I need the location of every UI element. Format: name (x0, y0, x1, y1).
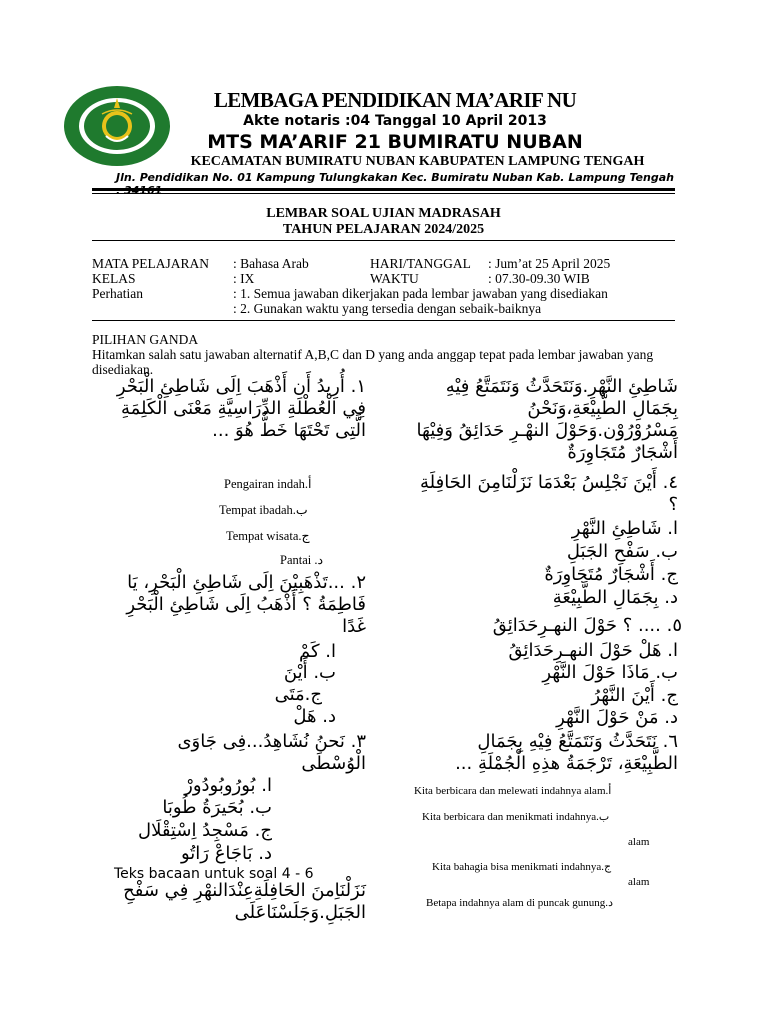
q5-option-d: د. مَنْ حَوْلَ النَّهْرِ (556, 707, 678, 728)
q3-option-d: د. بَاجَاعْ رَاتُو (180, 843, 272, 864)
question-5: ٥. .... ؟ حَوْلَ النهـرِحَدَائِقُ (492, 615, 682, 636)
kelas-value: : IX (233, 271, 255, 286)
kelas-label: KELAS (92, 271, 136, 286)
school-logo (62, 84, 172, 168)
perhatian-1: : 1. Semua jawaban dikerjakan pada lembar jawaban yang disediakan (233, 286, 608, 301)
header-rule-thin (92, 193, 675, 194)
sheet-title-line2: TAHUN PELAJARAN 2024/2025 (282, 222, 485, 237)
school-name: MTS MA’ARIF 21 BUMIRATU NUBAN (207, 131, 583, 153)
q2-option-d: د. هَلْ (293, 706, 336, 727)
question-2: ٢. ...تَذْهَبِيْنَ اِلَى شَاطِئِ الْبَحْرِ، يَا فَاطِمَةُ ؟ أَذْهَبُ اِلَى شَاطِئِ الْبَحْرِ غَدًا (126, 572, 366, 637)
info-rule (92, 320, 675, 321)
q1-option-b: Tempat ibadah.ب (219, 503, 308, 517)
address-line: Jln. Pendidikan No. 01 Kampung Tulungkakan Kec. Bumiratu Nuban Kab. Lampung Tengah (116, 171, 674, 184)
question-3: ٣. نَحنُ نُشَاهِدُ...فِى جَاوَى الْوُسْطَى (177, 731, 366, 774)
perhatian-label: Perhatian (92, 286, 143, 301)
waktu-value: : 07.30-09.30 WIB (488, 271, 590, 286)
akte-notaris: Akte notaris :04 Tanggal 10 April 2013 (243, 113, 547, 129)
q4-option-c: ج. أَشْجَارٌ مُتَجَاوِرَةٌ (544, 564, 678, 585)
question-4: ٤. أَيْنَ نَجْلِسُ بَعْدَمَا نَزَلْنَامِنَ الحَافِلَةِ ؟ (419, 472, 678, 515)
q6-option-a: Kita berbicara dan melewati indahnya alam.أ (414, 785, 612, 797)
q1-option-a: Pengairan indah.أ (224, 477, 312, 491)
q6-option-c-cont: alam (628, 876, 650, 888)
hari-label: HARI/TANGGAL (370, 256, 471, 271)
title-rule (92, 240, 675, 241)
perhatian-2: : 2. Gunakan waktu yang tersedia dengan sebaik-baiknya (233, 301, 542, 316)
q4-option-d: د. بِجَمَالِ الطَّبِيْعَةِ (552, 587, 678, 608)
q3-option-c: ج. مَسْجِدُ اِسْتِقْلَال (138, 820, 272, 841)
q4-option-b: ب. سَفْحِ الجَبَلِ (566, 541, 678, 562)
q1-option-c: Tempat wisata.ج (226, 529, 310, 543)
question-1: ١. أُرِيدُ أَن أَذْهَبَ اِلَى شَاطِئِ الْبَحْرِ فِي الْعُطْلَةِ الدِّرَاسِيَّةِ مَعْنَى الْكَلِمَةِ الَّتِى تَحْتَهَا خَطٌّ هُوَ ... (116, 376, 366, 441)
q6-option-c: Kita bahagia bisa menikmati indahnya.ج (432, 861, 612, 873)
q5-option-a: ا. هَلْ حَوْلَ النهـرِحَدَائِقُ (508, 640, 678, 661)
q4-option-a: ا. شَاطِئِ النَّهْرِ (571, 518, 678, 539)
reading-text-continued: شَاطِئِ النَّهْرِ.وَنَتَحَدَّثُ وَنَتَمَتَّعُ فِيْهِ بِجَمَالِ الطَّبِيْعَةِ،وَنَحْنُ مَسْرُوْرُوْن.وَحَوْلَ النهْـرِ حَدَائِقُ وَفِيْهَا أَشْجَارٌ مُتَجَاوِرَةٌ (416, 376, 678, 463)
q2-option-c: ج.مَتَى (274, 684, 322, 705)
kecamatan-line: KECAMATAN BUMIRATU NUBAN KABUPATEN LAMPUNG TENGAH (190, 154, 645, 169)
sheet-title-line1: LEMBAR SOAL UJIAN MADRASAH (266, 206, 501, 221)
header-rule-thick (92, 188, 675, 191)
section-heading: PILIHAN GANDA (92, 332, 199, 347)
q5-option-c: ج. أَيْنَ النَّهْرُ (591, 685, 678, 706)
mapel-value: : Bahasa Arab (233, 256, 309, 271)
waktu-label: WAKTU (370, 271, 419, 286)
institution-name: LEMBAGA PENDIDIKAN MA’ARIF NU (213, 88, 577, 112)
q6-option-b: Kita berbicara dan menikmati indahnya.ب (422, 811, 610, 823)
q2-option-a: ا. كَمْ (299, 641, 336, 662)
mapel-label: MATA PELAJARAN (92, 256, 210, 271)
q5-option-b: ب. مَاذَا حَوْلَ النَّهْرِ (542, 662, 678, 683)
q3-option-a: ا. بُورُوبُودُورْ (184, 775, 272, 796)
q3-option-b: ب. بُحَيرَةُ طُوبَا (162, 797, 272, 818)
q1-option-d: Pantai .د (280, 553, 324, 567)
hari-value: : Jum’at 25 April 2025 (488, 256, 611, 271)
reading-text-start: نَزَلْنَاِمنَ الحَافِلَةِعِنْدَالنهْرِ فِي سَفْحِ الجَبَلِ.وَجَلَسْنَاعَلَى (123, 880, 366, 923)
section-instruction: Hitamkan salah satu jawaban alternatif A,B,C dan D yang anda anggap tepat pada lembar jawaban yang disediakan. (92, 347, 654, 377)
q6-option-d: Betapa indahnya alam di puncak gunung.د (426, 897, 613, 909)
sheet-title (92, 206, 675, 238)
reading-text-label: Teks bacaan untuk soal 4 - 6 (114, 866, 314, 882)
q2-option-b: ب. أَيْنَ (283, 662, 336, 683)
q6-option-b-cont: alam (628, 836, 650, 848)
question-6: ٦. نَتَحَدَّثُ وَنَتَمَتَّعُ فِيْهِ بِجَمَالِ الطَّبِيْعَةِ، تَرْجَمَةُ هذِهِ الْجُمْلَةِ ... (455, 731, 678, 774)
